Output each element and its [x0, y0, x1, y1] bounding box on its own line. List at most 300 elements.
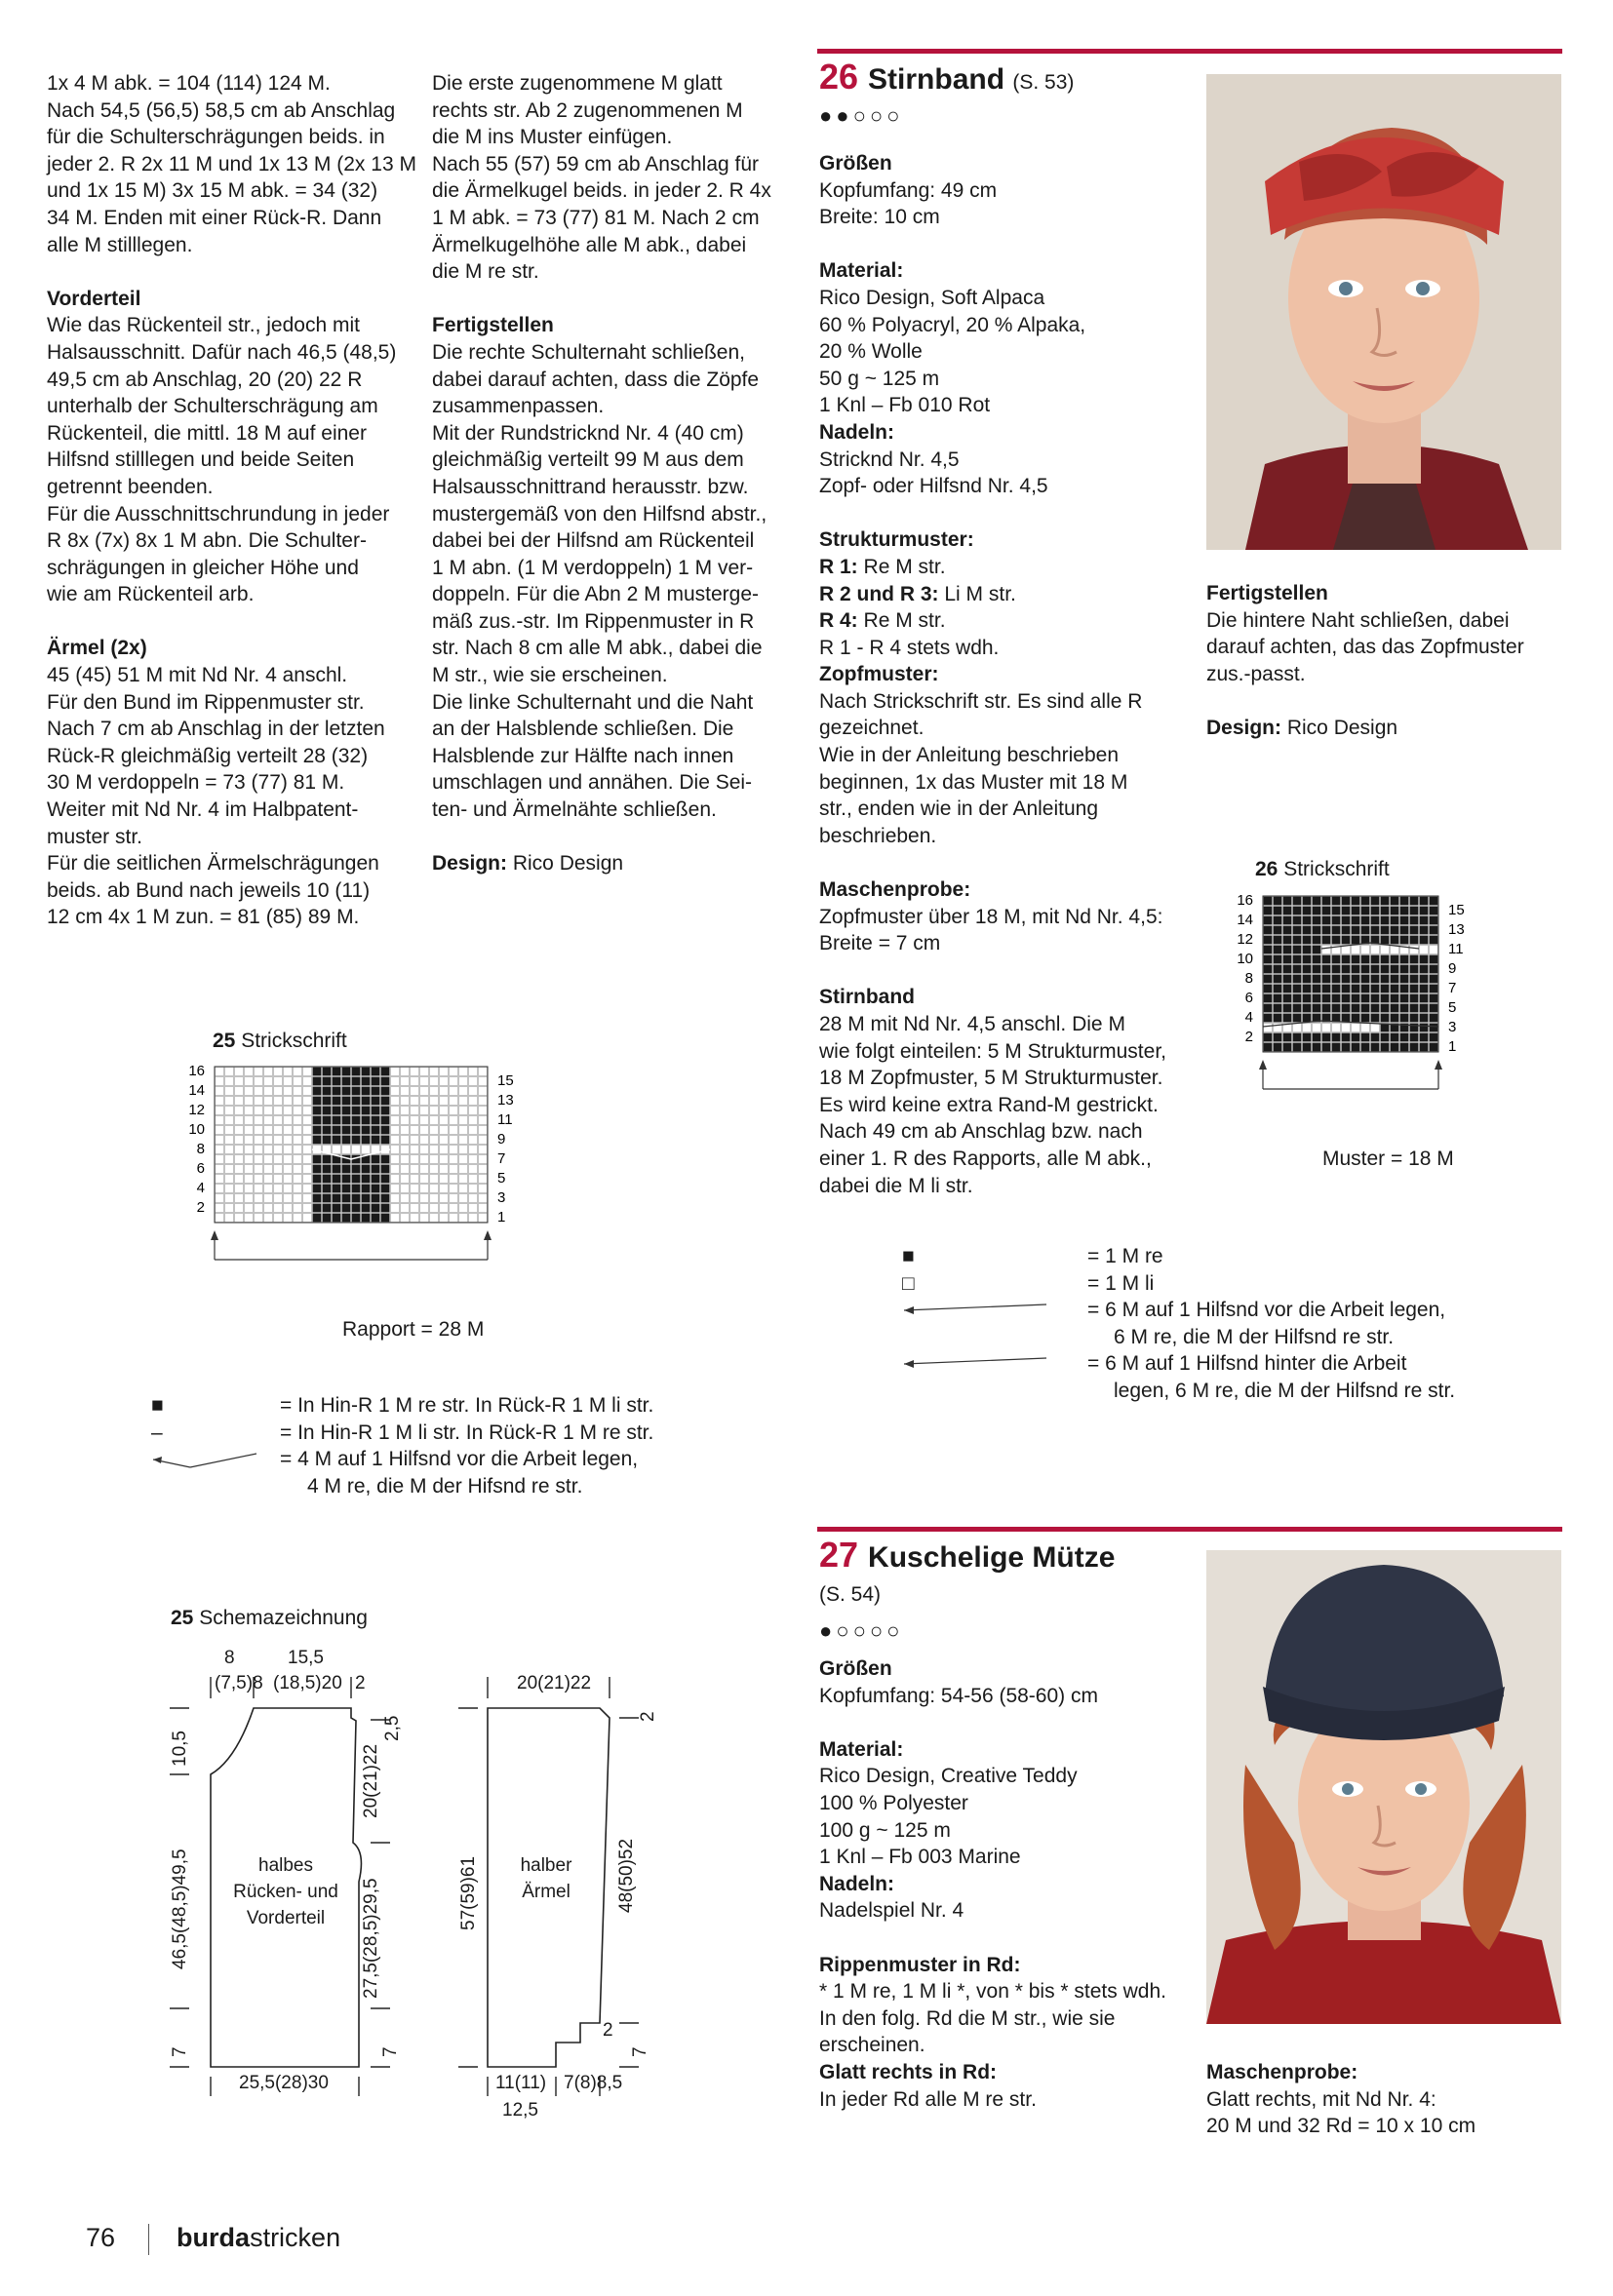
purl-cell: [391, 1175, 400, 1184]
knit-cell: [1332, 985, 1341, 993]
purl-cell: [479, 1136, 488, 1145]
knit-cell: [313, 1126, 322, 1135]
section-27-page-ref: [819, 1581, 881, 1609]
purl-cell: [225, 1155, 234, 1164]
knit-cell: [342, 1126, 351, 1135]
stirnband-heading: Stirnband: [819, 986, 915, 1009]
knit-cell: [333, 1116, 341, 1125]
material-line: 1 Knl – Fb 003 Marine: [819, 1846, 1021, 1869]
knit-cell: [372, 1107, 380, 1115]
purl-cell: [469, 1136, 478, 1145]
maschen-line: Breite = 7 cm: [819, 932, 941, 955]
purl-cell: [450, 1136, 458, 1145]
maschenprobe-27-heading: Maschenprobe:: [1206, 2061, 1358, 2083]
purl-cell: [430, 1097, 439, 1106]
knit-cell: [1430, 1024, 1438, 1032]
knit-cell: [1352, 1014, 1360, 1023]
knit-cell: [1322, 916, 1331, 925]
knit-cell: [381, 1068, 390, 1076]
purl-cell: [235, 1175, 244, 1184]
knit-cell: [1352, 897, 1360, 906]
purl-cell: [303, 1214, 312, 1223]
knit-cell: [1342, 975, 1351, 984]
purl-cell: [255, 1155, 263, 1164]
purl-cell: [459, 1077, 468, 1086]
knit-cell: [1420, 1024, 1429, 1032]
knit-cell: [1274, 916, 1282, 925]
section-26-rule: [817, 49, 1562, 54]
material-line: 50 g ~ 125 m: [819, 367, 940, 390]
row-number-left: 14: [188, 1082, 205, 1099]
dim-top-b: 15,5: [288, 1648, 324, 1668]
purl-cell: [216, 1175, 224, 1184]
purl-cell: [1303, 1024, 1312, 1032]
knit-cell: [381, 1194, 390, 1203]
row-number-right: 11: [1448, 941, 1464, 957]
purl-cell: [440, 1175, 449, 1184]
purl-cell: [411, 1116, 419, 1125]
fertig-line: Mit der Rundstricknd Nr. 4 (40 cm): [432, 421, 744, 445]
purl-cell: [459, 1194, 468, 1203]
purl-cell: [450, 1214, 458, 1223]
fertig-line: Die linke Schulternaht und die Naht: [432, 690, 754, 714]
knit-cell: [372, 1155, 380, 1164]
purl-cell: [216, 1204, 224, 1213]
knit-cell: [1381, 897, 1390, 906]
knit-cell: [1420, 994, 1429, 1003]
purl-cell: [430, 1204, 439, 1213]
purl-cell: [294, 1214, 302, 1223]
purl-cell: [264, 1097, 273, 1106]
knit-cell: [352, 1204, 361, 1213]
knit-cell: [1361, 994, 1370, 1003]
knit-cell: [342, 1136, 351, 1145]
knit-cell: [1430, 1004, 1438, 1013]
knit-cell: [1283, 897, 1292, 906]
knit-cell: [1352, 916, 1360, 925]
purl-cell: [479, 1097, 488, 1106]
knit-cell: [323, 1155, 332, 1164]
knit-cell: [1283, 1004, 1292, 1013]
knit-cell: [1410, 1024, 1419, 1032]
knit-cell: [323, 1136, 332, 1145]
col1-line: und 1x 15 M) 3x 15 M abk. = 34 (32): [47, 179, 378, 203]
purl-cell: [245, 1097, 254, 1106]
purl-cell: [450, 1194, 458, 1203]
purl-cell: [401, 1107, 410, 1115]
knit-cell: [381, 1077, 390, 1086]
purl-cell: [479, 1185, 488, 1193]
dim-sleeve-right7: 7: [630, 2046, 650, 2057]
cable-back-symbol: [902, 1356, 1048, 1372]
zopf-line: beginnen, 1x das Muster mit 18 M: [819, 770, 1128, 794]
knit-cell: [1303, 936, 1312, 945]
purl-cell: [284, 1175, 293, 1184]
body-label: [222, 1852, 349, 1931]
knit-cell: [1293, 985, 1302, 993]
row-number-left: 4: [1244, 1009, 1253, 1026]
knit-cell: [1332, 936, 1341, 945]
knit-cell: [323, 1116, 332, 1125]
purl-cell: [235, 1146, 244, 1154]
purl-cell: [459, 1126, 468, 1135]
knit-cell: [1361, 1043, 1370, 1052]
row-number-left: 6: [1244, 990, 1253, 1006]
row-number-right: 13: [1448, 921, 1465, 938]
purl-cell: [225, 1175, 234, 1184]
knit-cell: [381, 1155, 390, 1164]
purl-cell: [469, 1194, 478, 1203]
vorderteil-line: getrennt beenden.: [47, 475, 214, 498]
knit-cell: [362, 1087, 371, 1096]
knit-cell: [1381, 994, 1390, 1003]
purl-cell: [450, 1155, 458, 1164]
dim-bottom-body: 25,5(28)30: [239, 2073, 329, 2093]
purl-cell: [420, 1136, 429, 1145]
knit-cell: [1303, 1014, 1312, 1023]
purl-cell: [391, 1068, 400, 1076]
purl-cell: [284, 1068, 293, 1076]
knit-cell: [372, 1126, 380, 1135]
purl-cell: [274, 1146, 283, 1154]
knit-cell: [1430, 926, 1438, 935]
knit-cell: [1391, 916, 1399, 925]
dim-top-a: 8: [224, 1648, 235, 1668]
knit-cell: [1361, 975, 1370, 984]
struktur-heading: Strukturmuster:: [819, 528, 974, 552]
knit-cell: [1361, 1014, 1370, 1023]
knit-cell: [1313, 1004, 1321, 1013]
purl-cell: [284, 1087, 293, 1096]
knit-cell: [1352, 975, 1360, 984]
col2-line: Die erste zugenommene M glatt: [432, 72, 723, 95]
knit-cell: [1322, 1033, 1331, 1042]
purl-cell: [411, 1068, 419, 1076]
knit-cell: [381, 1175, 390, 1184]
purl-symbol: –: [151, 1420, 163, 1444]
purl-cell: [255, 1126, 263, 1135]
knit-cell: [1313, 936, 1321, 945]
purl-cell: [274, 1126, 283, 1135]
column-27-right: [1206, 2059, 1557, 2140]
knit-cell: [313, 1155, 322, 1164]
knit-cell: [1361, 907, 1370, 915]
purl-cell: [1342, 1024, 1351, 1032]
purl-cell: [303, 1068, 312, 1076]
purl-cell: [411, 1087, 419, 1096]
knit-cell: [352, 1136, 361, 1145]
purl-cell: [284, 1136, 293, 1145]
row-number-left: 12: [188, 1102, 205, 1118]
purl-cell: [274, 1136, 283, 1145]
fertig26-line: zus.-passt.: [1206, 662, 1306, 685]
purl-cell: [225, 1097, 234, 1106]
rippen-line: erscheinen.: [819, 2034, 925, 2057]
purl-cell: [303, 1146, 312, 1154]
knit-cell: [1420, 907, 1429, 915]
column-27: [819, 1655, 1209, 2113]
purl-cell: [294, 1194, 302, 1203]
purl-cell: [469, 1204, 478, 1213]
knit-cell: [1283, 907, 1292, 915]
knit-cell: [381, 1214, 390, 1223]
knit-cell: [342, 1214, 351, 1223]
purl-cell: [245, 1068, 254, 1076]
chart-26: [1224, 892, 1526, 1175]
purl-cell: [420, 1214, 429, 1223]
knit-cell: [1381, 985, 1390, 993]
row-number-right: 1: [497, 1209, 506, 1226]
purl-cell: [303, 1116, 312, 1125]
fertig-line: zusammenpassen.: [432, 395, 605, 418]
knit-cell: [1342, 1033, 1351, 1042]
knit-cell: [1352, 1004, 1360, 1013]
knit-cell: [1293, 926, 1302, 935]
purl-cell: [430, 1214, 439, 1223]
knit-cell: [1293, 1014, 1302, 1023]
purl-cell: [235, 1097, 244, 1106]
knit-cell: [1313, 975, 1321, 984]
knit-cell: [1410, 985, 1419, 993]
purl-cell: [274, 1185, 283, 1193]
knit-cell: [333, 1175, 341, 1184]
knit-cell: [1274, 985, 1282, 993]
purl-cell: [255, 1107, 263, 1115]
purl-cell: [216, 1107, 224, 1115]
knit-cell: [1274, 1014, 1282, 1023]
knit-cell: [372, 1165, 380, 1174]
vorderteil-line: Für die Ausschnittschrundung in jeder: [47, 502, 390, 525]
stirnband-line: 28 M mit Nd Nr. 4,5 anschl. Die M: [819, 1013, 1125, 1035]
knit-cell: [313, 1136, 322, 1145]
purl-cell: [479, 1068, 488, 1076]
vorderteil-line: Rückenteil, die mittl. 18 M auf einer: [47, 421, 367, 445]
knit-symbol: ■: [151, 1394, 164, 1417]
col1-line: 1x 4 M abk. = 104 (114) 124 M.: [47, 72, 331, 95]
fertig-line: mustergemäß von den Hilfsnd abstr.,: [432, 502, 767, 525]
body-label-line: halbes: [258, 1855, 313, 1876]
purl-cell: [420, 1068, 429, 1076]
knit-cell: [1274, 946, 1282, 954]
knit-cell: [1264, 1004, 1273, 1013]
knit-cell: [1274, 955, 1282, 964]
knit-cell: [1391, 1043, 1399, 1052]
row-number-left: 10: [188, 1121, 205, 1138]
knit-cell: [1381, 975, 1390, 984]
knit-cell: [342, 1068, 351, 1076]
purl-cell: [235, 1155, 244, 1164]
knit-cell: [1264, 1033, 1273, 1042]
knit-cell: [1283, 916, 1292, 925]
purl-cell: [235, 1204, 244, 1213]
knit-cell: [1352, 965, 1360, 974]
knit-cell: [1420, 975, 1429, 984]
knit-cell: [1264, 975, 1273, 984]
legend-text: = 1 M re: [1087, 1245, 1163, 1267]
purl-cell: [440, 1116, 449, 1125]
purl-cell: [391, 1087, 400, 1096]
fertig-line: M str., wie sie erscheinen.: [432, 664, 668, 687]
knit-cell: [1313, 907, 1321, 915]
dim-top-a2: (7,5)8: [215, 1673, 263, 1693]
knit-cell: [1303, 1043, 1312, 1052]
knit-cell: [362, 1077, 371, 1086]
knit-cell: [342, 1175, 351, 1184]
knit-cell: [1303, 946, 1312, 954]
knit-cell: [1420, 955, 1429, 964]
knit-cell: [1361, 926, 1370, 935]
knit-cell: [1410, 994, 1419, 1003]
knit-cell: [1371, 1014, 1380, 1023]
purl-cell: [440, 1136, 449, 1145]
purl-cell: [284, 1155, 293, 1164]
knit-cell: [1264, 916, 1273, 925]
knit-cell: [1430, 985, 1438, 993]
purl-cell: [440, 1068, 449, 1076]
knit-cell: [1264, 897, 1273, 906]
fertig-line: dabei bei der Hilfsnd am Rückenteil: [432, 529, 755, 553]
dim-sleeve-bottom-a: 11(11): [495, 2073, 547, 2093]
purl-cell: [391, 1155, 400, 1164]
legend-text: = In Hin-R 1 M re str. In Rück-R 1 M li str.: [280, 1394, 654, 1417]
row-number-right: 9: [497, 1131, 506, 1148]
purl-cell: [264, 1068, 273, 1076]
sleeve-label-line: Ärmel: [522, 1882, 570, 1902]
knit-cell: [1410, 1004, 1419, 1013]
purl-cell: [401, 1087, 410, 1096]
knit-cell: [381, 1097, 390, 1106]
legend-text: legen, 6 M re, die M der Hilfsnd re str.: [1114, 1379, 1456, 1402]
knit-cell: [1371, 1043, 1380, 1052]
knit-cell: [1264, 965, 1273, 974]
dim-sleeve-bottom-c: 7(8)8,5: [564, 2073, 623, 2093]
purl-cell: [284, 1185, 293, 1193]
material-line: Rico Design, Creative Teddy: [819, 1765, 1078, 1788]
purl-cell: [469, 1175, 478, 1184]
cable-front-symbol: [902, 1303, 1048, 1318]
knit-cell: [1371, 965, 1380, 974]
maschen-line: 20 M und 32 Rd = 10 x 10 cm: [1206, 2115, 1476, 2138]
knit-cell: [1303, 994, 1312, 1003]
knit-cell: [1274, 975, 1282, 984]
knit-cell: [1352, 936, 1360, 945]
knit-cell: [362, 1214, 371, 1223]
knit-cell: [1371, 1004, 1380, 1013]
knit-cell: [1274, 926, 1282, 935]
groessen-line: Kopfumfang: 49 cm: [819, 178, 998, 202]
purl-cell: [225, 1077, 234, 1086]
purl-cell: [420, 1175, 429, 1184]
knit-cell: [1371, 1033, 1380, 1042]
purl-cell: [459, 1107, 468, 1115]
knit-cell: [1322, 994, 1331, 1003]
knit-cell: [362, 1068, 371, 1076]
knit-cell: [1400, 975, 1409, 984]
purl-cell: [420, 1165, 429, 1174]
row-number-left: 12: [1237, 931, 1253, 948]
knit-cell: [1264, 985, 1273, 993]
row-number-left: 2: [1244, 1029, 1253, 1045]
purl-cell: [1361, 1024, 1370, 1032]
purl-cell: [420, 1204, 429, 1213]
purl-cell: [255, 1116, 263, 1125]
purl-cell: [264, 1087, 273, 1096]
purl-cell: [1361, 946, 1370, 954]
knit-cell: [362, 1194, 371, 1203]
groessen-line: Breite: 10 cm: [819, 206, 940, 229]
knit-cell: [1352, 985, 1360, 993]
purl-cell: [303, 1165, 312, 1174]
knit-cell: [1322, 1043, 1331, 1052]
knit-cell: [323, 1077, 332, 1086]
purl-cell: [274, 1087, 283, 1096]
knit-cell: [1361, 1033, 1370, 1042]
dim-sleeve-right: 48(50)52: [616, 1838, 637, 1913]
knit-cell: [313, 1185, 322, 1193]
col2-line: die Ärmelkugel beids. in jeder 2. R 4x: [432, 179, 771, 203]
purl-cell: [430, 1068, 439, 1076]
knit-cell: [1342, 994, 1351, 1003]
knit-cell: [1293, 907, 1302, 915]
vorderteil-line: R 8x (7x) 8x 1 M abn. Die Schulter-: [47, 529, 367, 553]
knit-cell: [1303, 1004, 1312, 1013]
purl-cell: [264, 1077, 273, 1086]
fertig-line: mäß zus.-str. Im Rippenmuster in R: [432, 609, 755, 633]
knit-cell: [1361, 985, 1370, 993]
knit-cell: [1293, 1043, 1302, 1052]
arrow-icon: [1259, 1060, 1267, 1070]
dim-right-20: 20(21)22: [361, 1743, 381, 1818]
purl-cell: [1322, 1024, 1331, 1032]
purl-cell: [255, 1087, 263, 1096]
stirnband-line: wie folgt einteilen: 5 M Strukturmuster,: [819, 1039, 1166, 1063]
purl-cell: [284, 1204, 293, 1213]
knit-cell: [1322, 907, 1331, 915]
knit-cell: [1342, 897, 1351, 906]
knit-cell: [1410, 1033, 1419, 1042]
col2-line: rechts str. Ab 2 zugenommenen M: [432, 98, 743, 122]
knit-cell: [1342, 936, 1351, 945]
stirnband-line: dabei die M li str.: [819, 1174, 973, 1197]
knit-cell: [1342, 955, 1351, 964]
legend-text: 4 M re, die M der Hifsnd re str.: [307, 1474, 583, 1498]
knit-cell: [313, 1107, 322, 1115]
knit-cell: [1313, 1043, 1321, 1052]
knit-cell: [1283, 975, 1292, 984]
purl-cell: [303, 1194, 312, 1203]
chart-25-grid: [176, 1063, 673, 1345]
purl-cell: [411, 1214, 419, 1223]
brand-bold: burda: [177, 2223, 251, 2252]
knit-cell: [333, 1077, 341, 1086]
knit-cell: [1361, 1004, 1370, 1013]
brand-rest: stricken: [250, 2223, 341, 2252]
knit-cell: [313, 1097, 322, 1106]
knit-cell: [1274, 994, 1282, 1003]
purl-cell: [1371, 1024, 1380, 1032]
stirnband-line: Es wird keine extra Rand-M gestrickt.: [819, 1093, 1159, 1116]
knit-cell: [1313, 916, 1321, 925]
purl-cell: [401, 1185, 410, 1193]
purl-cell: [411, 1194, 419, 1203]
knit-cell: [1264, 1014, 1273, 1023]
purl-cell: [264, 1116, 273, 1125]
knit-cell: [1342, 1043, 1351, 1052]
knit-cell: [323, 1068, 332, 1076]
arrow-icon: [1435, 1060, 1442, 1070]
knit-cell: [1352, 907, 1360, 915]
aermel-heading: Ärmel (2x): [47, 637, 147, 660]
